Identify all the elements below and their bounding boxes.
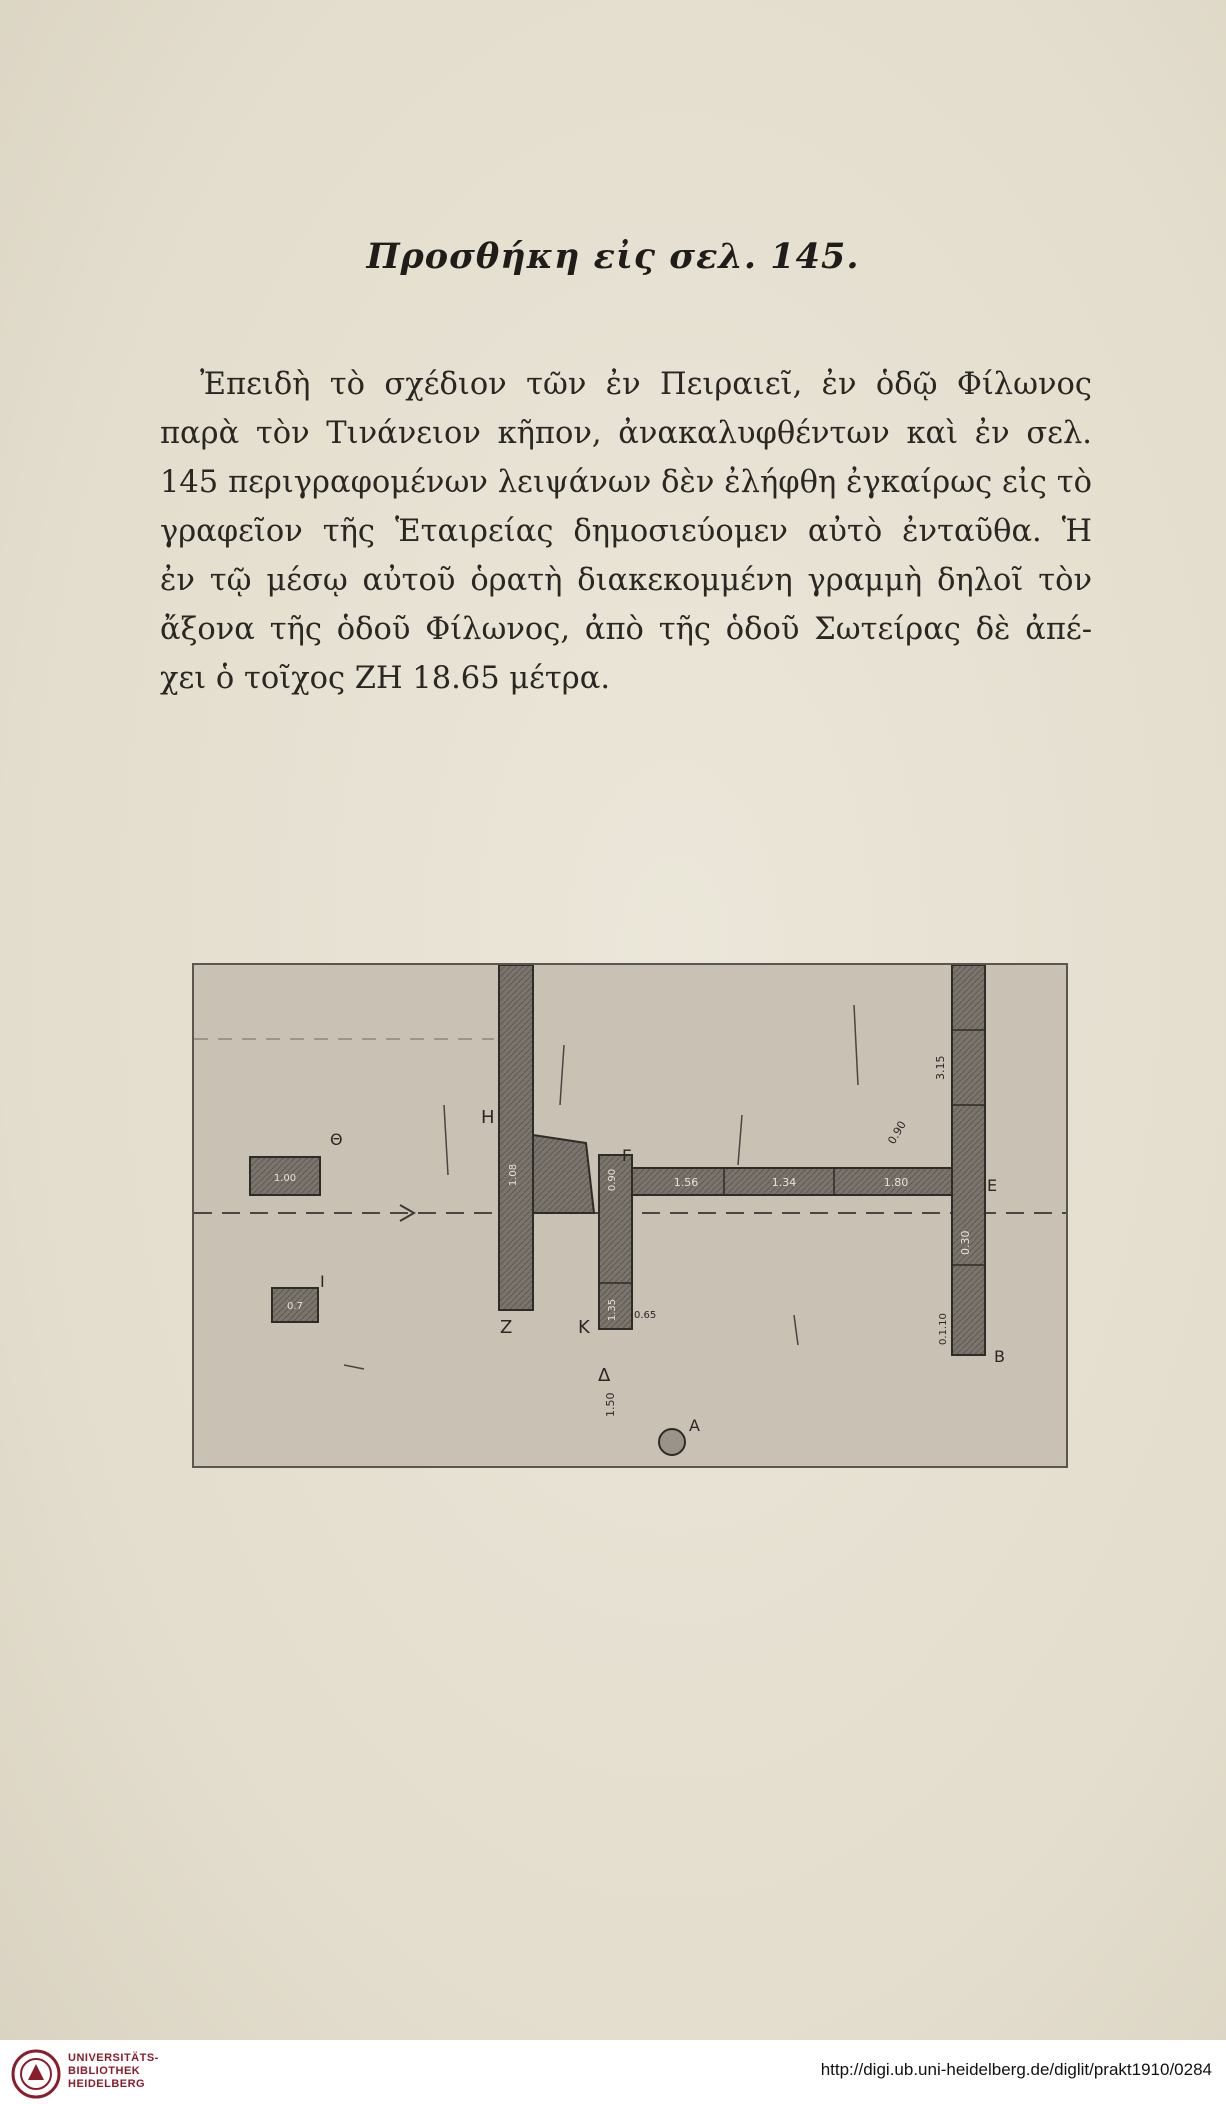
plan-letter-delta: Δ [598, 1365, 611, 1386]
measure-label: 1.80 [883, 1176, 909, 1189]
wall-junction [533, 1135, 594, 1213]
plan-letter-gamma: Γ [622, 1146, 631, 1165]
text-line: χει ὁ τοῖχος ΖΗ 18.65 μέτρα. [160, 661, 611, 696]
measure-label: 0.1.10 [938, 1313, 949, 1345]
measure-label: 0.30 [959, 1230, 972, 1255]
text-line: παρὰ τὸν Τινάνειον κῆπον, ἀνακαλυφθέντων καὶ ἐν σελ. [160, 416, 1092, 451]
plan-letter-iota: Ι [320, 1272, 325, 1291]
wall-right [952, 965, 985, 1355]
text-line: Ἐπειδὴ τὸ σχέδιον τῶν ἐν Πειραιεῖ, ἐν ὁδῷ Φίλωνος [200, 367, 1092, 402]
measure-label: 1.50 [604, 1392, 617, 1417]
plan-letter-beta: Β [994, 1347, 1005, 1366]
measure-label: 1.00 [273, 1173, 297, 1184]
measure-label: 1.34 [771, 1176, 797, 1189]
plan-letter-epsilon: Ε [987, 1176, 998, 1195]
text-line: γραφεῖον τῆς Ἑταιρείας δημοσιεύομεν αὐτὸ ἐνταῦθα. Ἡ [160, 514, 1092, 549]
measure-label: 0.90 [885, 1118, 909, 1147]
paragraph [160, 360, 1092, 703]
text-line: 145 περιγραφομένων λειψάνων δὲν ἐλήφθη ἐγκαίρως εἰς τὸ [160, 465, 1092, 500]
measure-label: 1.56 [673, 1176, 699, 1189]
wall-zh [499, 965, 533, 1310]
measure-label: 0.65 [634, 1310, 657, 1321]
footer-bar [0, 2040, 1226, 2104]
plan-letter-zeta: Ζ [500, 1317, 513, 1338]
measure-label: 0.90 [607, 1168, 618, 1192]
measure-label: 1.08 [508, 1163, 519, 1187]
page-title: Προσθήκη εἰς σελ. 145. [366, 236, 860, 277]
plan-letter-eta: Η [481, 1107, 495, 1128]
measure-label: 1.35 [607, 1298, 618, 1322]
university-seal-icon [10, 2048, 62, 2100]
plan-drawing [194, 965, 1066, 1466]
library-name: UNIVERSITÄTS- BIBLIOTHEK HEIDELBERG [68, 2052, 159, 2090]
measure-label: 0.7 [287, 1301, 303, 1312]
marker-circle-icon [659, 1429, 685, 1455]
text-line: ἐν τῷ μέσῳ αὐτοῦ ὁρατὴ διακεκομμένη γραμμὴ δηλοῖ τὸν [160, 563, 1092, 598]
source-url[interactable]: http://digi.ub.uni-heidelberg.de/diglit/prakt1910/0284 [820, 2060, 1212, 2079]
text-line: ἄξονα τῆς ὁδοῦ Φίλωνος, ἀπὸ τῆς ὁδοῦ Σωτείρας δὲ ἀπέ- [160, 612, 1092, 647]
plan-letter-theta: Θ [330, 1130, 343, 1149]
excavation-plan [192, 963, 1068, 1468]
plan-letter-alpha: Α [689, 1416, 700, 1435]
measure-label: 3.15 [934, 1055, 947, 1080]
plan-letter-kappa: Κ [578, 1317, 590, 1338]
